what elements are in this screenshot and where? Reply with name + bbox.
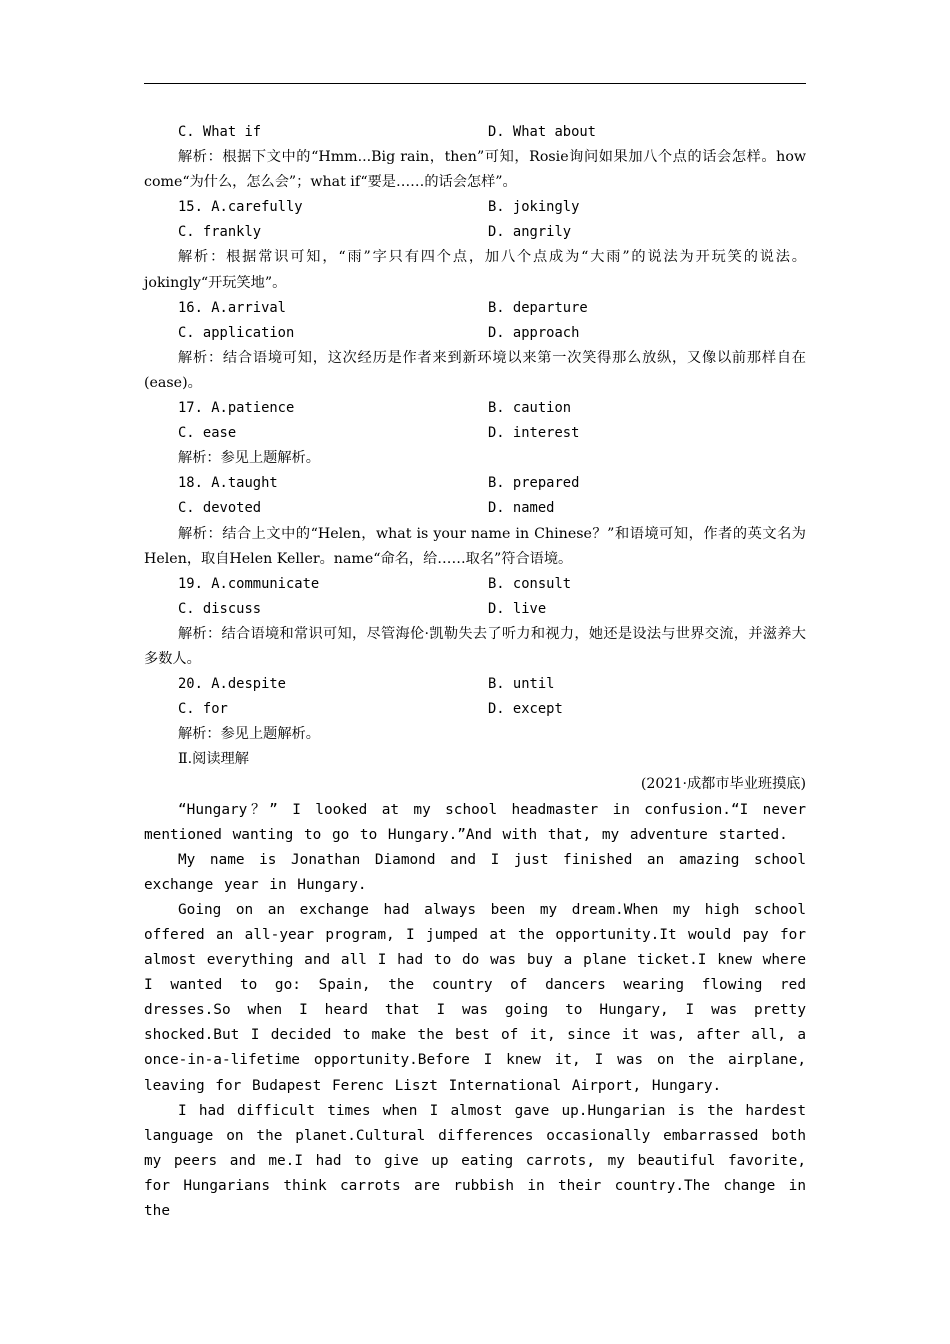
page-content bbox=[144, 120, 806, 1224]
option-d: D. interest bbox=[488, 425, 580, 442]
option-c: C. devoted bbox=[178, 500, 262, 517]
option-d: D. live bbox=[488, 600, 547, 617]
option-row bbox=[144, 195, 806, 220]
option-row bbox=[144, 597, 806, 622]
option-c: C. What if bbox=[178, 124, 262, 140]
explanation: 解析：根据下文中的“Hmm...Big rain，then”可知，Rosie询问如果加八个点的话会怎样。how come“为什么，怎么会”；what if“要是……的话会怎样”。 bbox=[144, 149, 806, 191]
option-d: D. named bbox=[488, 500, 555, 517]
option-row bbox=[144, 321, 806, 346]
option-b: B. caution bbox=[488, 400, 572, 417]
option-c: C. frankly bbox=[178, 224, 262, 241]
option-row bbox=[144, 672, 806, 697]
option-d: D. except bbox=[488, 701, 563, 718]
option-a: 16. A.arrival bbox=[178, 299, 286, 316]
option-a: 20. A.despite bbox=[178, 676, 286, 693]
option-b: B. until bbox=[488, 676, 555, 693]
option-row bbox=[144, 220, 806, 245]
option-row bbox=[144, 120, 806, 145]
explanation: 解析：参见上题解析。 bbox=[178, 726, 320, 743]
option-d: D. angrily bbox=[488, 224, 572, 241]
option-b: B. prepared bbox=[488, 475, 580, 492]
option-d: D. What about bbox=[488, 124, 596, 140]
option-b: B. departure bbox=[488, 299, 588, 316]
explanation: 解析：结合上文中的“Helen，what is your name in Chinese？”和语境可知，作者的英文名为Helen，取自Helen Keller。name“命名，给……取名”符合语境。 bbox=[144, 525, 806, 567]
explanation: 解析：参见上题解析。 bbox=[178, 450, 320, 467]
option-row bbox=[144, 396, 806, 421]
header-rule bbox=[144, 83, 806, 84]
source-citation: (2021·成都市毕业班摸底) bbox=[640, 776, 806, 793]
passage-paragraph: “Hungary？” I looked at my school headmaster in confusion.“I never mentioned wanting to go to Hungary.”And with that, my adventure started. bbox=[144, 801, 806, 843]
option-b: B. jokingly bbox=[488, 199, 580, 216]
explanation: 解析：结合语境可知，这次经历是作者来到新环境以来第一次笑得那么放纵，又像以前那样自在(ease)。 bbox=[144, 349, 806, 391]
option-a: 19. A.communicate bbox=[178, 575, 320, 592]
passage-paragraph: Going on an exchange had always been my dream.When my high school offered an all-year program, I jumped at the opportunity.It would pay for almost everything and all I had to do was buy a plane ticket.I knew where I wanted to go: Spain, the country of dancers wearing flowing red dresses.So when I heard that I was going to Hungary, I was pretty shocked.But I decided to make the best of it, since it was, after all, a once-in-a-lifetime opportunity.Before I knew it, I was on the airplane, leaving for Budapest Ferenc Liszt International Airport, Hungary. bbox=[144, 901, 806, 1094]
explanation: 解析：结合语境和常识可知，尽管海伦·凯勒失去了听力和视力，她还是设法与世界交流，并滋养大多数人。 bbox=[144, 625, 806, 667]
passage-paragraph: My name is Jonathan Diamond and I just finished an amazing school exchange year in Hungary. bbox=[144, 851, 806, 893]
option-c: C. application bbox=[178, 324, 295, 341]
option-row bbox=[144, 496, 806, 521]
option-row bbox=[144, 572, 806, 597]
option-c: C. discuss bbox=[178, 600, 262, 617]
option-a: 17. A.patience bbox=[178, 400, 295, 417]
explanation: 解析：根据常识可知，“雨”字只有四个点，加八个点成为“大雨”的说法为开玩笑的说法。jokingly“开玩笑地”。 bbox=[144, 249, 806, 291]
option-b: B. consult bbox=[488, 575, 572, 592]
section-title: Ⅱ.阅读理解 bbox=[178, 751, 249, 768]
option-c: C. ease bbox=[178, 425, 237, 442]
passage-paragraph: I had difficult times when I almost gave up.Hungarian is the hardest language on the planet.Cultural differences occasionally embarrassed both my peers and me.I had to give up eating carrots, my beautiful favorite, for Hungarians think carrots are rubbish in their country.The change in the bbox=[144, 1102, 806, 1220]
option-d: D. approach bbox=[488, 324, 580, 341]
option-row bbox=[144, 421, 806, 446]
option-row bbox=[144, 471, 806, 496]
option-a: 18. A.taught bbox=[178, 475, 278, 492]
option-row bbox=[144, 296, 806, 321]
option-a: 15. A.carefully bbox=[178, 199, 303, 216]
option-row bbox=[144, 697, 806, 722]
option-c: C. for bbox=[178, 701, 228, 718]
